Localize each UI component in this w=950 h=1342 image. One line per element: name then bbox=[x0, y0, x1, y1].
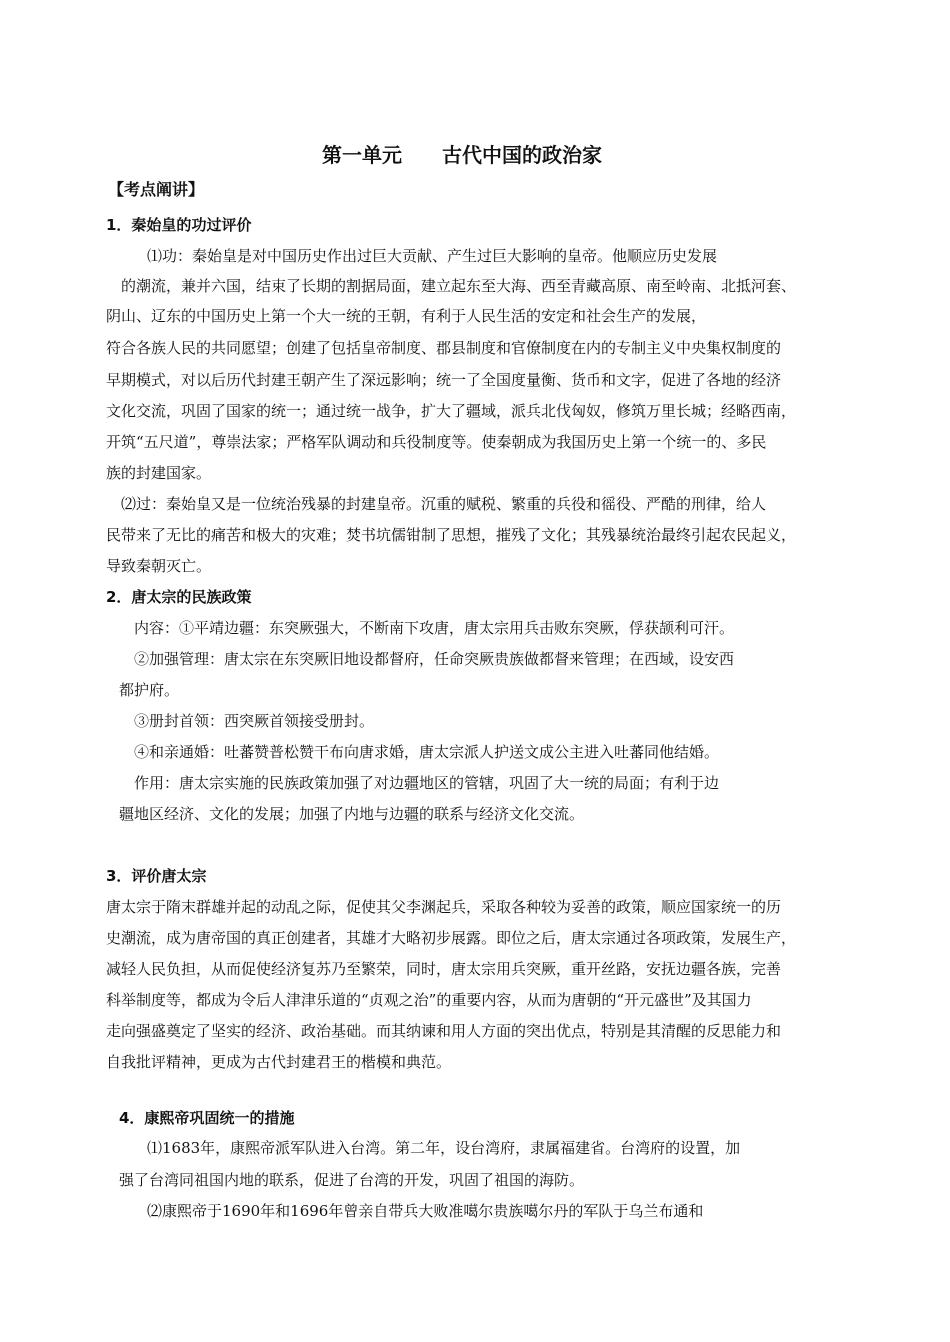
paragraph-line: 族的封建国家。 bbox=[106, 464, 212, 482]
paragraph-line: 史潮流，成为唐帝国的真正创建者，其雄才大略初步展露。即位之后，唐太宗通过各项政策，发展生产， bbox=[106, 929, 797, 947]
paragraph-line: ⑵过：秦始皇又是一位统治残暴的封建皇帝。沉重的赋税、繁重的兵役和徭役、严酷的刑律，给人 bbox=[121, 495, 767, 513]
paragraph-line: 作用：唐太宗实施的民族政策加强了对边疆地区的管辖，巩固了大一统的局面；有利于边 bbox=[134, 774, 720, 792]
paragraph-line: 的潮流，兼并六国，结束了长期的割据局面，建立起东至大海、西至青藏高原、南至岭南、北抵河套、 bbox=[121, 277, 797, 295]
paragraph-line: 阴山、辽东的中国历史上第一个大一统的王朝，有利于人民生活的安定和社会生产的发展， bbox=[106, 307, 707, 325]
paragraph-line: 疆地区经济、文化的发展；加强了内地与边疆的联系与经济文化交流。 bbox=[119, 805, 585, 823]
section-heading-kaodian: 【考点阐讲】 bbox=[108, 180, 205, 199]
paragraph-line: 唐太宗于隋末群雄并起的动乱之际，促使其父李渊起兵，采取各种较为妥善的政策，顺应国家统一的历 bbox=[106, 898, 782, 916]
paragraph-line: 民带来了无比的痛苦和极大的灾难；焚书坑儒钳制了思想，摧残了文化；其残暴统治最终引起农民起义， bbox=[106, 526, 797, 544]
paragraph-line: 文化交流，巩固了国家的统一；通过统一战争，扩大了疆域，派兵北伐匈奴，修筑万里长城；经略西南， bbox=[106, 402, 797, 420]
section-1-heading: 1．秦始皇的功过评价 bbox=[106, 216, 252, 234]
section-3-heading: 3．评价唐太宗 bbox=[106, 867, 207, 885]
paragraph-line: 自我批评精神，更成为古代封建君王的楷模和典范。 bbox=[106, 1053, 452, 1071]
paragraph-line: 走向强盛奠定了坚实的经济、政治基础。而其纳谏和用人方面的突出优点，特别是其清醒的反思能力和 bbox=[106, 1022, 782, 1040]
paragraph-line: ④和亲通婚：吐蕃赞普松赞干布向唐求婚，唐太宗派人护送文成公主进入吐蕃同他结婚。 bbox=[134, 743, 720, 761]
page-title: 第一单元 古代中国的政治家 bbox=[322, 143, 602, 167]
paragraph-line: 减轻人民负担，从而促使经济复苏乃至繁荣，同时，唐太宗用兵突厥，重开丝路，安抚边疆各族，完善 bbox=[106, 960, 782, 978]
paragraph-line: ⑴功：秦始皇是对中国历史作出过巨大贡献、产生过巨大影响的皇帝。他顺应历史发展 bbox=[147, 247, 718, 265]
section-2-heading: 2．唐太宗的民族政策 bbox=[106, 588, 252, 606]
paragraph-line: 内容：①平靖边疆：东突厥强大，不断南下攻唐，唐太宗用兵击败东突厥，俘获颉利可汗。 bbox=[134, 619, 735, 637]
paragraph-line: 早期模式，对以后历代封建王朝产生了深远影响；统一了全国度量衡、货币和文字，促进了各地的经济 bbox=[106, 371, 782, 389]
paragraph-line: 强了台湾同祖国内地的联系，促进了台湾的开发，巩固了祖国的海防。 bbox=[119, 1171, 585, 1189]
paragraph-line: 开筑“五尺道”，尊崇法家；严格军队调动和兵役制度等。使秦朝成为我国历史上第一个统一的、多民 bbox=[106, 433, 767, 451]
section-4-heading: 4．康熙帝巩固统一的措施 bbox=[119, 1109, 295, 1127]
paragraph-line: ③册封首领：西突厥首领接受册封。 bbox=[134, 712, 375, 730]
paragraph-line: 导致秦朝灭亡。 bbox=[106, 557, 212, 575]
paragraph-line: 符合各族人民的共同愿望；创建了包括皇帝制度、郡县制度和官僚制度在内的专制主义中央集权制度的 bbox=[106, 339, 782, 357]
paragraph-line: 都护府。 bbox=[119, 681, 180, 699]
paragraph-line: ⑴1683年，康熙帝派军队进入台湾。第二年，设台湾府，隶属福建省。台湾府的设置，加 bbox=[147, 1139, 741, 1157]
paragraph-line: ⑵康熙帝于1690年和1696年曾亲自带兵大败准噶尔贵族噶尔丹的军队于乌兰布通和 bbox=[147, 1202, 704, 1220]
paragraph-line: 科举制度等，都成为令后人津津乐道的“贞观之治”的重要内容，从而为唐朝的“开元盛世”及其国力 bbox=[106, 991, 752, 1009]
paragraph-line: ②加强管理：唐太宗在东突厥旧地设都督府，任命突厥贵族做都督来管理；在西域，设安西 bbox=[134, 650, 735, 668]
